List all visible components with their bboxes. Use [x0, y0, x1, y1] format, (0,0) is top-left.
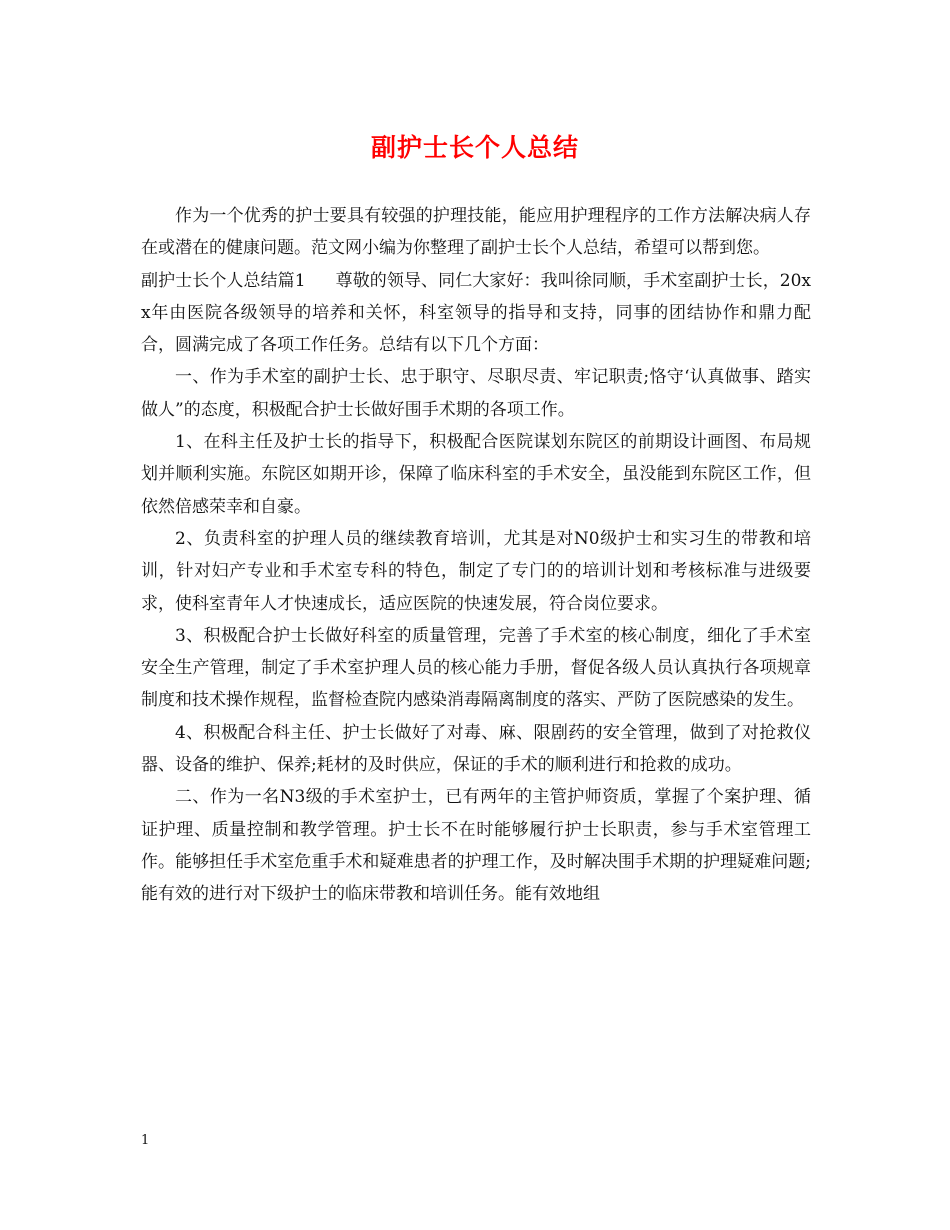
body-paragraph-3: 2、负责科室的护理人员的继续教育培训，尤其是对N0级护士和实习生的带教和培训，针对妇产专业和手术室专科的特色，制定了专门的的培训计划和考核标准与进级要求，使科室青年人才快速成长，适应医院的快速发展，符合岗位要求。 — [141, 528, 811, 614]
body-paragraph-5: 4、积极配合科主任、护士长做好了对毒、麻、限剧药的安全管理，做到了对抢救仪器、设备的维护、保养;耗材的及时供应，保证的手术的顺利进行和抢救的成功。 — [141, 722, 811, 776]
section-paragraph — [141, 265, 811, 362]
section-lead: 尊敬的领导、同仁大家好：我叫徐同顺，手术室副护士长，20xx年由医院各级领导的培养和关怀，科室领导的指导和支持，同事的团结协作和鼎力配合，圆满完成了各项工作任务。总结有以下几个方面： — [141, 270, 811, 356]
body-paragraph-6: 二、作为一名N3级的手术室护士，已有两年的主管护师资质，掌握了个案护理、循证护理、质量控制和教学管理。护士长不在时能够履行护士长职责，参与手术室管理工作。能够担任手术室危重手术和疑难患者的护理工作，及时解决围手术期的护理疑难问题;能有效的进行对下级护士的临床带教和培训任务。能有效地组 — [141, 787, 811, 905]
body-paragraph-4: 3、积极配合护士长做好科室的质量管理，完善了手术室的核心制度，细化了手术室安全生产管理，制定了手术室护理人员的核心能力手册，督促各级人员认真执行各项规章制度和技术操作规程，监督检查院内感染消毒隔离制度的落实、严防了医院感染的发生。 — [141, 625, 811, 711]
intro-paragraph: 作为一个优秀的护士要具有较强的护理技能，能应用护理程序的工作方法解决病人存在或潜在的健康问题。范文网小编为你整理了副护士长个人总结，希望可以帮到您。 — [141, 206, 811, 259]
section-label: 副护士长个人总结篇1 — [141, 270, 306, 291]
body-paragraph-2: 1、在科主任及护士长的指导下，积极配合医院谋划东院区的前期设计画图、布局规划并顺利实施。东院区如期开诊，保障了临床科室的手术安全，虽没能到东院区工作，但依然倍感荣幸和自豪。 — [141, 432, 811, 517]
document-title: 副护士长个人总结 — [370, 133, 579, 162]
page-number: 1 — [141, 1133, 150, 1148]
body-paragraph-1: 一、作为手术室的副护士长、忠于职守、尽职尽责、牢记职责;恪守‘认真做事、踏实做人”的态度，积极配合护士长做好围手术期的各项工作。 — [141, 367, 811, 420]
document-body — [141, 200, 811, 911]
